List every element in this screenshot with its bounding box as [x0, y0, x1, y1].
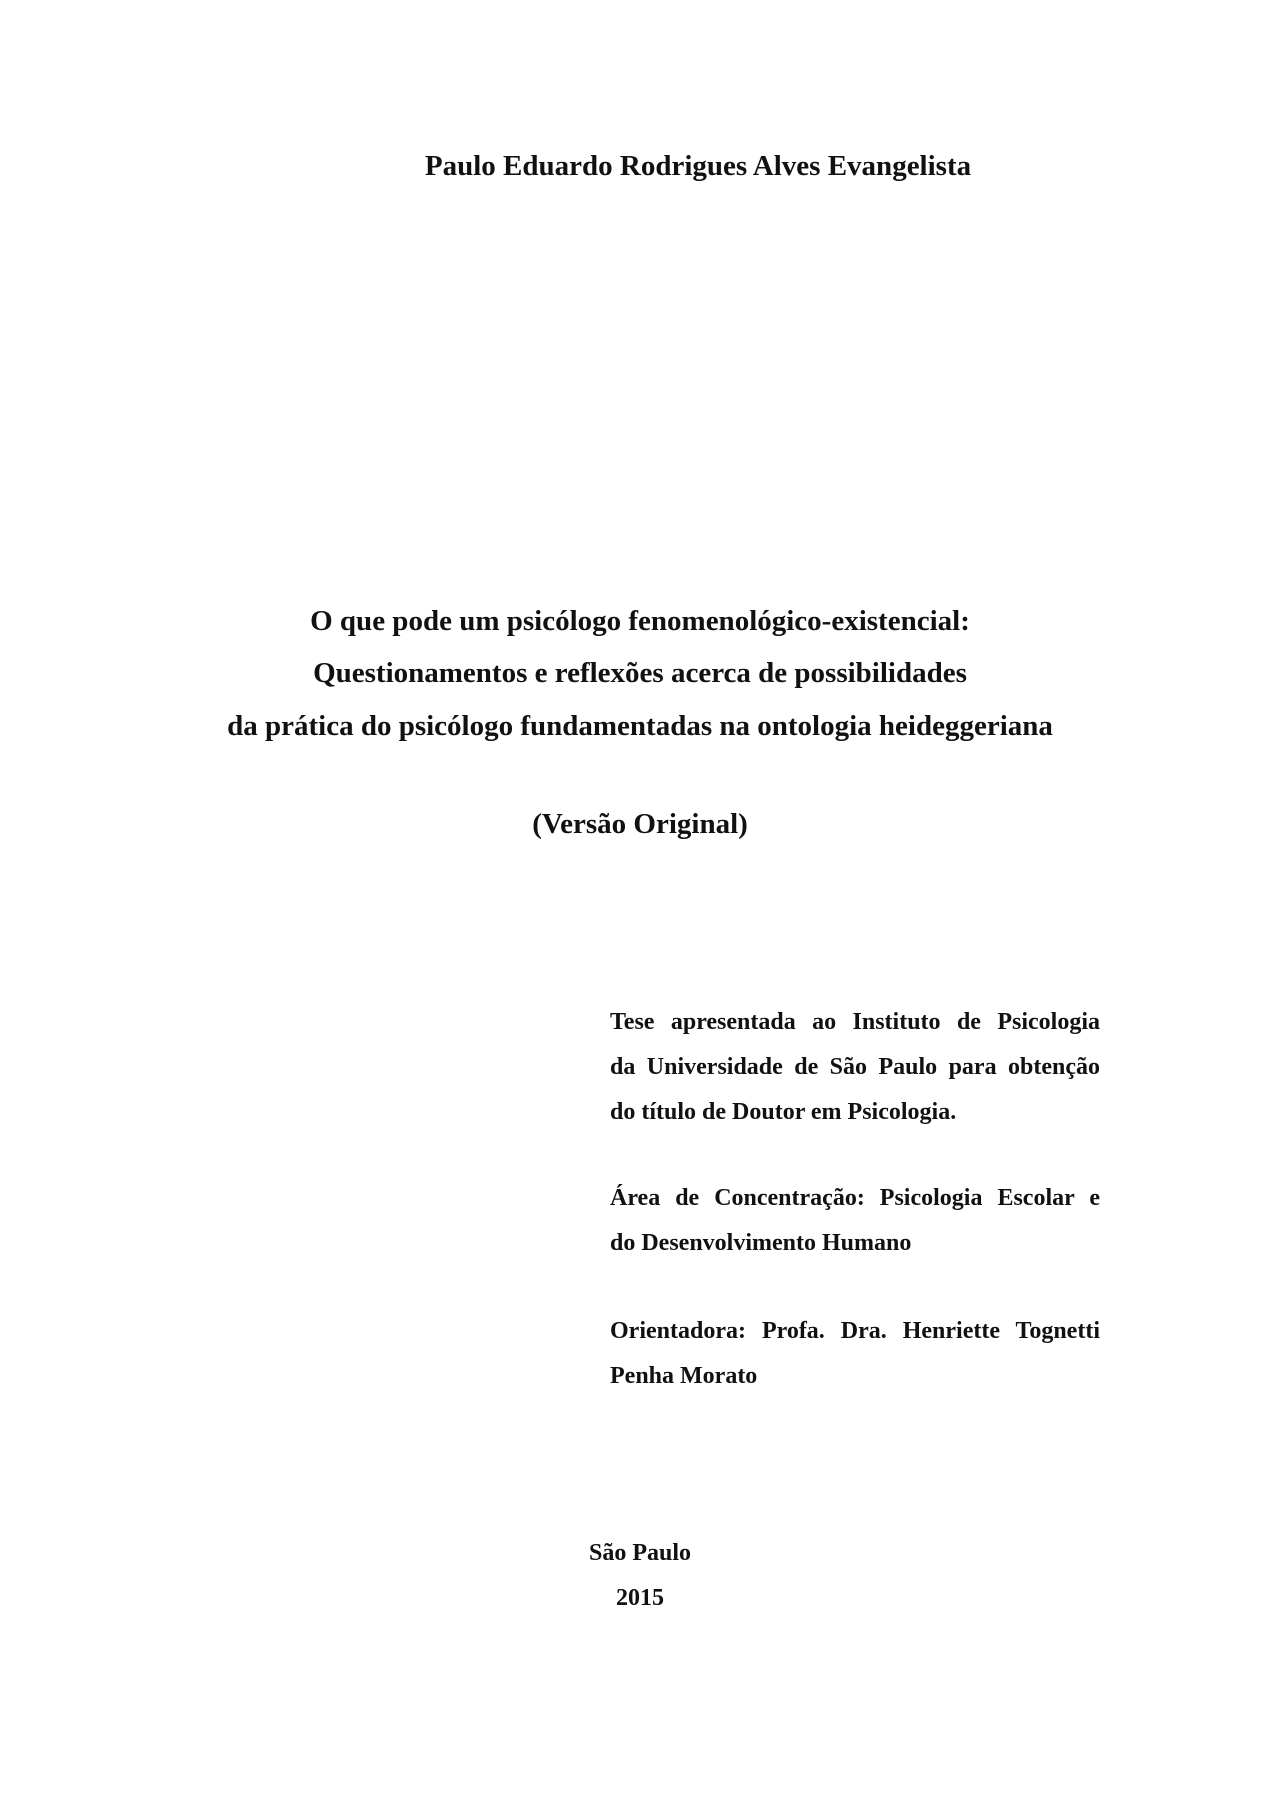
concentration-area-note — [610, 1176, 1100, 1266]
thesis-note-line: do título de Doutor em Psicologia. — [610, 1099, 957, 1125]
thesis-note-line: Tese apresentada ao Instituto de Psicologia — [610, 1009, 1100, 1035]
year: 2015 — [616, 1585, 664, 1611]
city: São Paulo — [588, 1540, 692, 1566]
thesis-presentation-note — [610, 1000, 1100, 1135]
version-label: (Versão Original) — [532, 808, 748, 840]
author-name: Paulo Eduardo Rodrigues Alves Evangelista — [424, 150, 972, 182]
advisor-note — [610, 1309, 1100, 1399]
advisor-note-line: Orientadora: Profa. Dra. Henriette Tognetti — [610, 1318, 1100, 1344]
advisor-note-line: Penha Morato — [610, 1363, 758, 1389]
thesis-title-line-2: Questionamentos e reflexões acerca de possibilidades — [313, 657, 967, 689]
area-note-line: do Desenvolvimento Humano — [610, 1230, 912, 1256]
thesis-title-line-3: da prática do psicólogo fundamentadas na ontologia heideggeriana — [227, 710, 1053, 742]
area-note-line: Área de Concentração: Psicologia Escolar e — [610, 1185, 1100, 1211]
thesis-note-line: da Universidade de São Paulo para obtenção — [610, 1054, 1100, 1080]
thesis-title-line-1: O que pode um psicólogo fenomenológico-existencial: — [310, 605, 970, 637]
